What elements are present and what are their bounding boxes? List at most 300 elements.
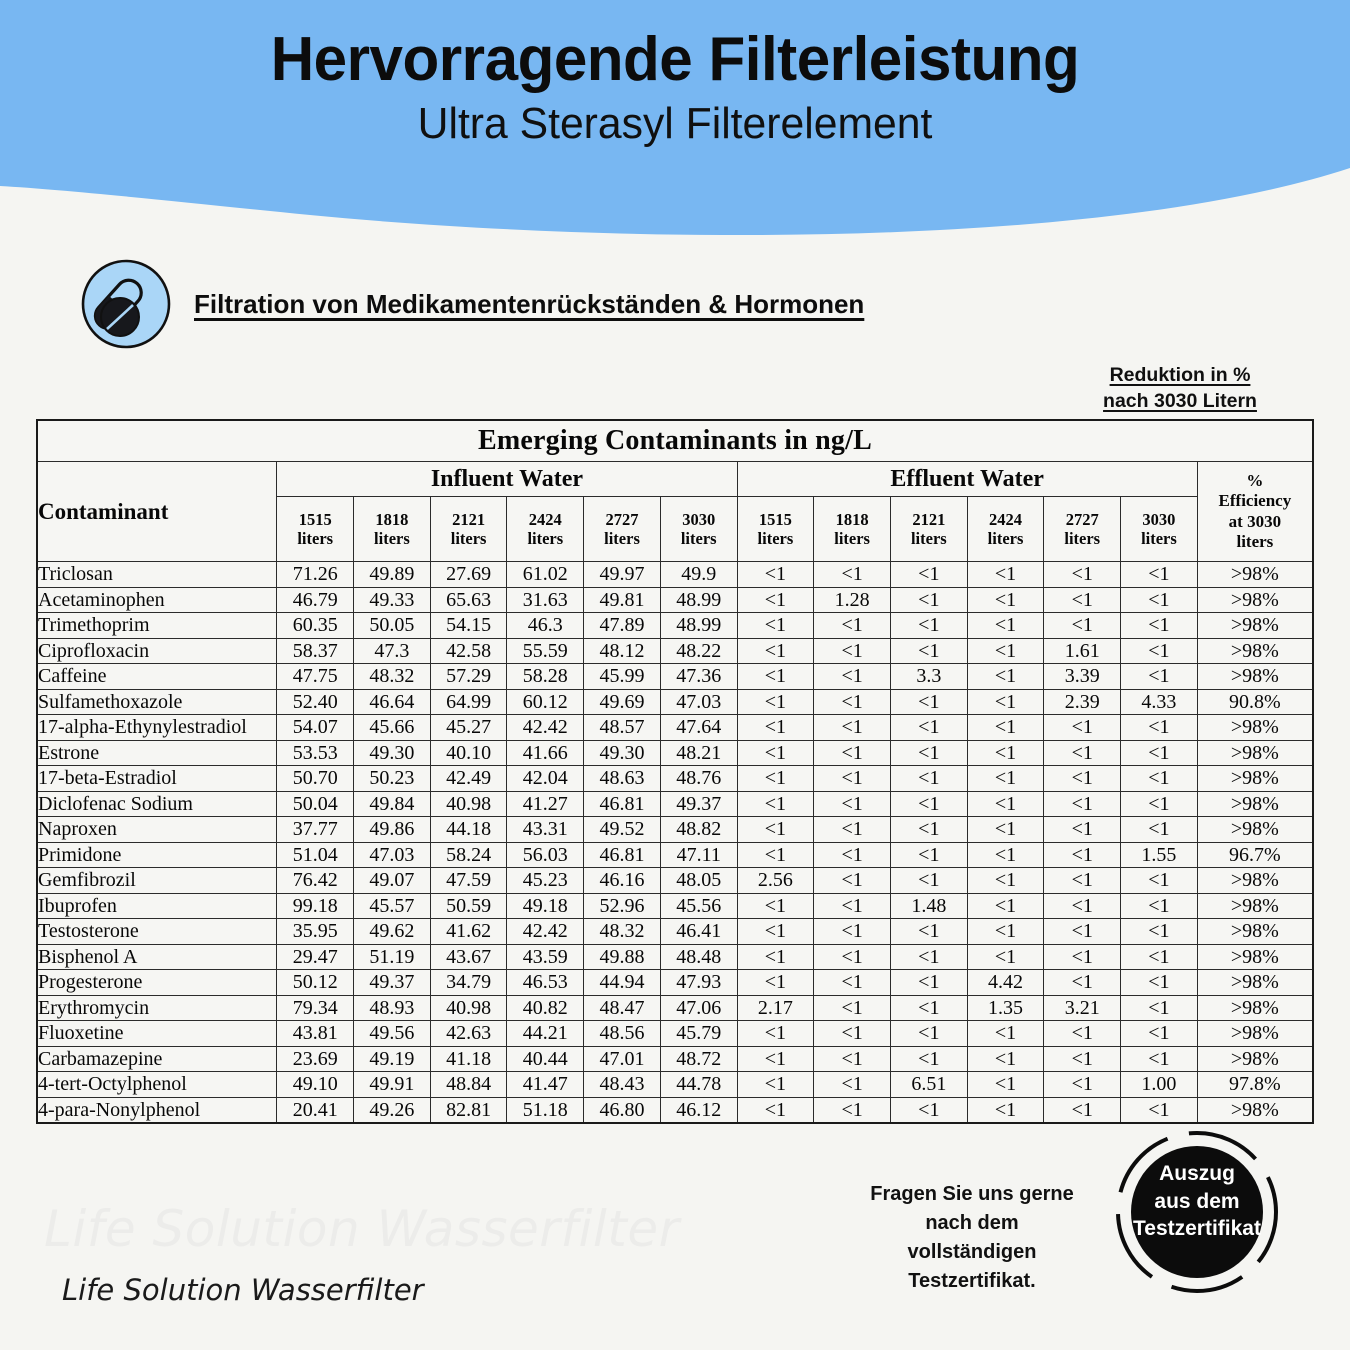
- volume-value: 1818: [835, 509, 869, 529]
- cell-effluent-1515: <1: [737, 1046, 814, 1072]
- cell-effluent-2424: <1: [967, 1072, 1044, 1098]
- cell-contaminant-name: Caffeine: [37, 664, 277, 690]
- cell-effluent-1515: <1: [737, 638, 814, 664]
- cell-effluent-1515: <1: [737, 740, 814, 766]
- table-row: [37, 638, 1313, 664]
- cell-effluent-2727: <1: [1044, 740, 1121, 766]
- column-header-effluent-2727: [1044, 497, 1121, 562]
- cell-influent-2727: 45.99: [584, 664, 661, 690]
- cell-influent-2121: 57.29: [430, 664, 507, 690]
- cell-effluent-3030: 1.00: [1121, 1072, 1198, 1098]
- cell-influent-2424: 42.42: [507, 919, 584, 945]
- cell-influent-2121: 41.18: [430, 1046, 507, 1072]
- cell-effluent-1818: <1: [814, 1097, 891, 1123]
- cell-effluent-2424: <1: [967, 766, 1044, 792]
- cell-influent-1515: 79.34: [277, 995, 354, 1021]
- cell-effluent-2424: <1: [967, 664, 1044, 690]
- cell-effluent-1818: <1: [814, 1021, 891, 1047]
- cell-efficiency: >98%: [1197, 893, 1313, 919]
- cell-effluent-3030: <1: [1121, 1097, 1198, 1123]
- cell-influent-3030: 48.48: [660, 944, 737, 970]
- cell-influent-1818: 51.19: [354, 944, 431, 970]
- cell-influent-2727: 48.32: [584, 919, 661, 945]
- column-header-effluent-1515: [737, 497, 814, 562]
- table-row: [37, 1072, 1313, 1098]
- table-row: [37, 868, 1313, 894]
- reduction-note: [1030, 362, 1330, 415]
- column-header-influent-2121: [430, 497, 507, 562]
- cell-influent-3030: 45.56: [660, 893, 737, 919]
- cell-effluent-2121: <1: [890, 613, 967, 639]
- cell-effluent-2424: <1: [967, 1021, 1044, 1047]
- cell-effluent-2121: <1: [890, 919, 967, 945]
- cell-influent-2121: 50.59: [430, 893, 507, 919]
- cell-influent-1818: 50.05: [354, 613, 431, 639]
- cell-effluent-2727: <1: [1044, 868, 1121, 894]
- cell-influent-2424: 46.3: [507, 613, 584, 639]
- cell-effluent-3030: <1: [1121, 868, 1198, 894]
- cell-influent-1515: 35.95: [277, 919, 354, 945]
- cell-effluent-1818: <1: [814, 791, 891, 817]
- table-row: [37, 1097, 1313, 1123]
- cell-effluent-2424: <1: [967, 562, 1044, 588]
- cell-influent-2424: 49.18: [507, 893, 584, 919]
- cell-effluent-2121: <1: [890, 944, 967, 970]
- cell-contaminant-name: 17-alpha-Ethynylestradiol: [37, 715, 277, 741]
- cell-influent-2424: 41.47: [507, 1072, 584, 1098]
- cell-effluent-2121: <1: [890, 970, 967, 996]
- table-row: [37, 791, 1313, 817]
- cell-influent-3030: 45.79: [660, 1021, 737, 1047]
- cell-effluent-1818: <1: [814, 995, 891, 1021]
- cell-effluent-2121: <1: [890, 562, 967, 588]
- cell-influent-2121: 58.24: [430, 842, 507, 868]
- cell-effluent-1818: <1: [814, 944, 891, 970]
- volume-unit: liters: [374, 529, 410, 548]
- volume-value: 3030: [1142, 509, 1176, 529]
- cell-influent-1515: 29.47: [277, 944, 354, 970]
- cell-efficiency: >98%: [1197, 817, 1313, 843]
- cell-influent-3030: 47.06: [660, 995, 737, 1021]
- cell-influent-1818: 50.23: [354, 766, 431, 792]
- volume-value: 1818: [375, 509, 409, 529]
- cell-influent-2727: 49.30: [584, 740, 661, 766]
- cell-contaminant-name: Testosterone: [37, 919, 277, 945]
- badge-line3: Testzertifikat: [1133, 1217, 1261, 1241]
- cell-effluent-2121: <1: [890, 740, 967, 766]
- cell-efficiency: >98%: [1197, 766, 1313, 792]
- cell-effluent-1818: <1: [814, 740, 891, 766]
- cell-effluent-2727: 3.39: [1044, 664, 1121, 690]
- cell-effluent-3030: <1: [1121, 919, 1198, 945]
- cell-influent-2424: 44.21: [507, 1021, 584, 1047]
- cell-influent-2727: 46.81: [584, 791, 661, 817]
- cell-influent-2727: 52.96: [584, 893, 661, 919]
- cell-effluent-3030: <1: [1121, 664, 1198, 690]
- cell-influent-1515: 53.53: [277, 740, 354, 766]
- cell-effluent-2424: <1: [967, 817, 1044, 843]
- cell-effluent-1818: <1: [814, 817, 891, 843]
- cell-influent-1515: 46.79: [277, 587, 354, 613]
- table-group-header-row: [37, 462, 1313, 497]
- volume-unit: liters: [680, 529, 717, 548]
- cell-contaminant-name: Erythromycin: [37, 995, 277, 1021]
- reduction-note-line2: nach 3030 Litern: [1103, 390, 1257, 413]
- volume-unit: liters: [604, 529, 640, 548]
- volume-value: 2121: [452, 509, 486, 529]
- feature-row: [80, 258, 864, 350]
- cell-effluent-3030: 1.55: [1121, 842, 1198, 868]
- table-row: [37, 893, 1313, 919]
- cell-influent-2424: 55.59: [507, 638, 584, 664]
- cell-effluent-2727: <1: [1044, 715, 1121, 741]
- cell-influent-1818: 49.56: [354, 1021, 431, 1047]
- cell-effluent-2727: <1: [1044, 817, 1121, 843]
- cell-effluent-1515: <1: [737, 562, 814, 588]
- cell-effluent-2424: <1: [967, 587, 1044, 613]
- volume-value: 2121: [912, 509, 946, 529]
- cell-influent-3030: 48.99: [660, 587, 737, 613]
- header-band: [0, 0, 1350, 235]
- cell-influent-3030: 46.12: [660, 1097, 737, 1123]
- column-header-influent-2727: [584, 497, 661, 562]
- volume-unit: liters: [757, 529, 794, 548]
- cell-effluent-3030: <1: [1121, 740, 1198, 766]
- cell-effluent-1515: <1: [737, 715, 814, 741]
- cell-effluent-2424: <1: [967, 613, 1044, 639]
- column-header-influent-1515: [277, 497, 354, 562]
- cell-influent-3030: 46.41: [660, 919, 737, 945]
- cell-influent-2121: 43.67: [430, 944, 507, 970]
- cell-effluent-2727: <1: [1044, 1046, 1121, 1072]
- cell-influent-2121: 42.58: [430, 638, 507, 664]
- volume-unit: liters: [987, 529, 1024, 548]
- cell-influent-2424: 42.04: [507, 766, 584, 792]
- cell-contaminant-name: Ciprofloxacin: [37, 638, 277, 664]
- cell-influent-2121: 48.84: [430, 1072, 507, 1098]
- cell-influent-2121: 65.63: [430, 587, 507, 613]
- cell-effluent-2727: 1.61: [1044, 638, 1121, 664]
- cell-influent-1818: 49.62: [354, 919, 431, 945]
- cell-contaminant-name: Triclosan: [37, 562, 277, 588]
- cell-influent-3030: 49.37: [660, 791, 737, 817]
- cell-effluent-1515: <1: [737, 689, 814, 715]
- cell-effluent-3030: <1: [1121, 893, 1198, 919]
- cell-contaminant-name: Fluoxetine: [37, 1021, 277, 1047]
- cell-effluent-2121: 3.3: [890, 664, 967, 690]
- volume-unit: liters: [1141, 529, 1177, 548]
- cell-influent-1515: 37.77: [277, 817, 354, 843]
- table-title-row: [37, 420, 1313, 462]
- cell-effluent-2424: <1: [967, 893, 1044, 919]
- cell-contaminant-name: Bisphenol A: [37, 944, 277, 970]
- cell-efficiency: >98%: [1197, 791, 1313, 817]
- cell-contaminant-name: Primidone: [37, 842, 277, 868]
- volume-unit: liters: [1064, 529, 1101, 548]
- cell-influent-2424: 31.63: [507, 587, 584, 613]
- cell-influent-1515: 20.41: [277, 1097, 354, 1123]
- table-row: [37, 817, 1313, 843]
- cell-contaminant-name: Progesterone: [37, 970, 277, 996]
- cell-influent-1515: 47.75: [277, 664, 354, 690]
- cell-influent-1515: 54.07: [277, 715, 354, 741]
- cell-influent-1818: 48.93: [354, 995, 431, 1021]
- cell-efficiency: 97.8%: [1197, 1072, 1313, 1098]
- cell-effluent-1515: <1: [737, 842, 814, 868]
- cell-effluent-2727: 2.39: [1044, 689, 1121, 715]
- cell-influent-3030: 47.36: [660, 664, 737, 690]
- cell-influent-2727: 49.52: [584, 817, 661, 843]
- cell-efficiency: >98%: [1197, 638, 1313, 664]
- cell-effluent-2121: <1: [890, 1097, 967, 1123]
- cell-effluent-3030: <1: [1121, 791, 1198, 817]
- cell-effluent-2424: <1: [967, 868, 1044, 894]
- column-group-effluent: Effluent Water: [737, 462, 1197, 497]
- cell-effluent-1818: <1: [814, 919, 891, 945]
- cell-effluent-1515: <1: [737, 1097, 814, 1123]
- cell-influent-2424: 58.28: [507, 664, 584, 690]
- cell-influent-1818: 49.30: [354, 740, 431, 766]
- cell-effluent-2727: <1: [1044, 1097, 1121, 1123]
- cell-efficiency: >98%: [1197, 1046, 1313, 1072]
- cell-influent-3030: 48.05: [660, 868, 737, 894]
- cell-influent-3030: 47.03: [660, 689, 737, 715]
- cell-effluent-2727: <1: [1044, 1072, 1121, 1098]
- cell-influent-1818: 47.3: [354, 638, 431, 664]
- cell-influent-1818: 46.64: [354, 689, 431, 715]
- cell-influent-1818: 49.86: [354, 817, 431, 843]
- cell-influent-2727: 48.43: [584, 1072, 661, 1098]
- cell-influent-3030: 48.76: [660, 766, 737, 792]
- cell-influent-2121: 45.27: [430, 715, 507, 741]
- cell-influent-2727: 46.16: [584, 868, 661, 894]
- column-header-efficiency: [1197, 462, 1313, 562]
- cell-contaminant-name: Naproxen: [37, 817, 277, 843]
- cell-influent-1515: 60.35: [277, 613, 354, 639]
- table-head: [37, 420, 1313, 562]
- volume-value: 3030: [682, 509, 716, 529]
- cell-influent-2424: 60.12: [507, 689, 584, 715]
- pill-capsule-icon: [80, 258, 172, 350]
- cell-influent-2121: 42.49: [430, 766, 507, 792]
- cell-influent-2424: 43.59: [507, 944, 584, 970]
- cell-contaminant-name: Sulfamethoxazole: [37, 689, 277, 715]
- cell-effluent-2424: <1: [967, 791, 1044, 817]
- cell-effluent-1515: <1: [737, 664, 814, 690]
- cell-efficiency: >98%: [1197, 868, 1313, 894]
- contaminants-table-container: [36, 419, 1314, 1124]
- cell-influent-2727: 46.81: [584, 842, 661, 868]
- volume-unit: liters: [910, 529, 947, 548]
- cell-effluent-2121: <1: [890, 1021, 967, 1047]
- cell-influent-1818: 45.57: [354, 893, 431, 919]
- footer-note-line3: Testzertifikat.: [908, 1270, 1036, 1292]
- cell-effluent-1515: <1: [737, 919, 814, 945]
- volume-value: 1515: [298, 509, 332, 529]
- cell-effluent-1818: <1: [814, 1046, 891, 1072]
- cell-effluent-2121: <1: [890, 868, 967, 894]
- cell-influent-3030: 48.72: [660, 1046, 737, 1072]
- cell-effluent-2121: <1: [890, 817, 967, 843]
- cell-effluent-1818: <1: [814, 664, 891, 690]
- table-row: [37, 766, 1313, 792]
- cell-effluent-2727: <1: [1044, 1021, 1121, 1047]
- cell-influent-2727: 49.81: [584, 587, 661, 613]
- cell-effluent-2424: <1: [967, 919, 1044, 945]
- cell-influent-3030: 48.82: [660, 817, 737, 843]
- cell-contaminant-name: 17-beta-Estradiol: [37, 766, 277, 792]
- cell-effluent-3030: <1: [1121, 638, 1198, 664]
- cell-effluent-1515: 2.17: [737, 995, 814, 1021]
- cell-effluent-2727: <1: [1044, 919, 1121, 945]
- cell-efficiency: >98%: [1197, 919, 1313, 945]
- cell-contaminant-name: 4-para-Nonylphenol: [37, 1097, 277, 1123]
- table-row: [37, 944, 1313, 970]
- cell-influent-3030: 47.11: [660, 842, 737, 868]
- cell-influent-2121: 54.15: [430, 613, 507, 639]
- footer-note-line2: nach dem vollständigen: [907, 1212, 1037, 1263]
- cell-influent-2121: 40.98: [430, 791, 507, 817]
- table-row: [37, 919, 1313, 945]
- volume-value: 2727: [1065, 509, 1099, 529]
- cell-effluent-1818: <1: [814, 689, 891, 715]
- cell-influent-1515: 49.10: [277, 1072, 354, 1098]
- table-row: [37, 1021, 1313, 1047]
- cell-efficiency: 96.7%: [1197, 842, 1313, 868]
- cell-influent-1818: 49.84: [354, 791, 431, 817]
- cell-influent-3030: 44.78: [660, 1072, 737, 1098]
- cell-effluent-1818: <1: [814, 638, 891, 664]
- cell-influent-2727: 47.89: [584, 613, 661, 639]
- cell-influent-2727: 48.63: [584, 766, 661, 792]
- contaminants-table: [36, 419, 1314, 1124]
- column-header-effluent-3030: [1121, 497, 1198, 562]
- cell-effluent-1515: <1: [737, 970, 814, 996]
- column-header-effluent-2121: [890, 497, 967, 562]
- cell-influent-2727: 48.47: [584, 995, 661, 1021]
- cell-influent-3030: 47.64: [660, 715, 737, 741]
- cell-effluent-1818: <1: [814, 715, 891, 741]
- cell-effluent-3030: <1: [1121, 1021, 1198, 1047]
- cell-effluent-2727: <1: [1044, 766, 1121, 792]
- cell-efficiency: >98%: [1197, 715, 1313, 741]
- cell-contaminant-name: Diclofenac Sodium: [37, 791, 277, 817]
- volume-unit: liters: [297, 529, 334, 548]
- cell-influent-1515: 50.12: [277, 970, 354, 996]
- cell-effluent-2424: <1: [967, 1097, 1044, 1123]
- cell-influent-1818: 47.03: [354, 842, 431, 868]
- cell-efficiency: >98%: [1197, 664, 1313, 690]
- cell-effluent-3030: <1: [1121, 970, 1198, 996]
- cell-effluent-3030: <1: [1121, 715, 1198, 741]
- cell-influent-2727: 48.12: [584, 638, 661, 664]
- page-subtitle: Ultra Sterasyl Filterelement: [417, 99, 933, 149]
- watermark: Life Solution Wasserfilter: [44, 1200, 680, 1258]
- cell-influent-1818: 49.37: [354, 970, 431, 996]
- volume-value: 2424: [989, 509, 1023, 529]
- cell-influent-2727: 48.57: [584, 715, 661, 741]
- cell-efficiency: 90.8%: [1197, 689, 1313, 715]
- cell-effluent-2121: <1: [890, 689, 967, 715]
- cell-efficiency: >98%: [1197, 995, 1313, 1021]
- efficiency-header-line1: %: [1246, 470, 1264, 490]
- table-row: [37, 664, 1313, 690]
- cell-influent-1818: 49.07: [354, 868, 431, 894]
- cell-influent-1818: 49.19: [354, 1046, 431, 1072]
- cell-effluent-2727: <1: [1044, 587, 1121, 613]
- cell-efficiency: >98%: [1197, 562, 1313, 588]
- cell-influent-2424: 41.66: [507, 740, 584, 766]
- cell-influent-1818: 49.91: [354, 1072, 431, 1098]
- cell-influent-2121: 27.69: [430, 562, 507, 588]
- badge-line1: Auszug: [1159, 1162, 1235, 1185]
- cell-efficiency: >98%: [1197, 970, 1313, 996]
- cell-effluent-3030: <1: [1121, 766, 1198, 792]
- cell-influent-2424: 41.27: [507, 791, 584, 817]
- cell-influent-2121: 40.98: [430, 995, 507, 1021]
- footer-note: [862, 1180, 1082, 1296]
- cell-influent-2121: 42.63: [430, 1021, 507, 1047]
- cell-contaminant-name: Trimethoprim: [37, 613, 277, 639]
- cell-effluent-1818: <1: [814, 868, 891, 894]
- cell-influent-2727: 49.88: [584, 944, 661, 970]
- reduction-note-line1: Reduktion in %: [1109, 364, 1251, 386]
- cell-effluent-2121: <1: [890, 791, 967, 817]
- cell-influent-2424: 43.31: [507, 817, 584, 843]
- cell-effluent-2121: <1: [890, 995, 967, 1021]
- cell-influent-2121: 34.79: [430, 970, 507, 996]
- cell-effluent-1515: <1: [737, 587, 814, 613]
- cell-influent-2424: 45.23: [507, 868, 584, 894]
- cell-influent-2727: 44.94: [584, 970, 661, 996]
- cell-effluent-1515: <1: [737, 944, 814, 970]
- cell-effluent-1515: <1: [737, 1072, 814, 1098]
- cell-influent-2121: 41.62: [430, 919, 507, 945]
- cell-influent-2424: 46.53: [507, 970, 584, 996]
- volume-value: 1515: [758, 509, 792, 529]
- cell-influent-2424: 56.03: [507, 842, 584, 868]
- cell-influent-2424: 61.02: [507, 562, 584, 588]
- cell-effluent-2424: <1: [967, 944, 1044, 970]
- cell-effluent-1515: <1: [737, 613, 814, 639]
- cell-influent-1515: 50.70: [277, 766, 354, 792]
- cell-influent-3030: 49.9: [660, 562, 737, 588]
- cell-influent-1818: 49.33: [354, 587, 431, 613]
- cell-effluent-3030: <1: [1121, 817, 1198, 843]
- table-row: [37, 689, 1313, 715]
- cell-influent-1515: 23.69: [277, 1046, 354, 1072]
- cell-effluent-1818: <1: [814, 1072, 891, 1098]
- volume-unit: liters: [527, 529, 564, 548]
- cell-effluent-2424: <1: [967, 740, 1044, 766]
- column-header-effluent-1818: [814, 497, 891, 562]
- cell-effluent-1515: <1: [737, 893, 814, 919]
- cell-effluent-1818: <1: [814, 970, 891, 996]
- badge-line2: aus dem: [1154, 1189, 1240, 1213]
- cell-influent-2424: 51.18: [507, 1097, 584, 1123]
- cell-influent-2424: 42.42: [507, 715, 584, 741]
- table-row: [37, 1046, 1313, 1072]
- cell-effluent-2727: <1: [1044, 562, 1121, 588]
- cell-effluent-3030: <1: [1121, 587, 1198, 613]
- volume-value: 2424: [528, 509, 562, 529]
- cell-effluent-1818: 1.28: [814, 587, 891, 613]
- volume-unit: liters: [450, 529, 487, 548]
- cell-influent-1818: 49.26: [354, 1097, 431, 1123]
- cell-effluent-2121: <1: [890, 1046, 967, 1072]
- cell-influent-2121: 44.18: [430, 817, 507, 843]
- efficiency-header-line4: liters: [1236, 531, 1274, 551]
